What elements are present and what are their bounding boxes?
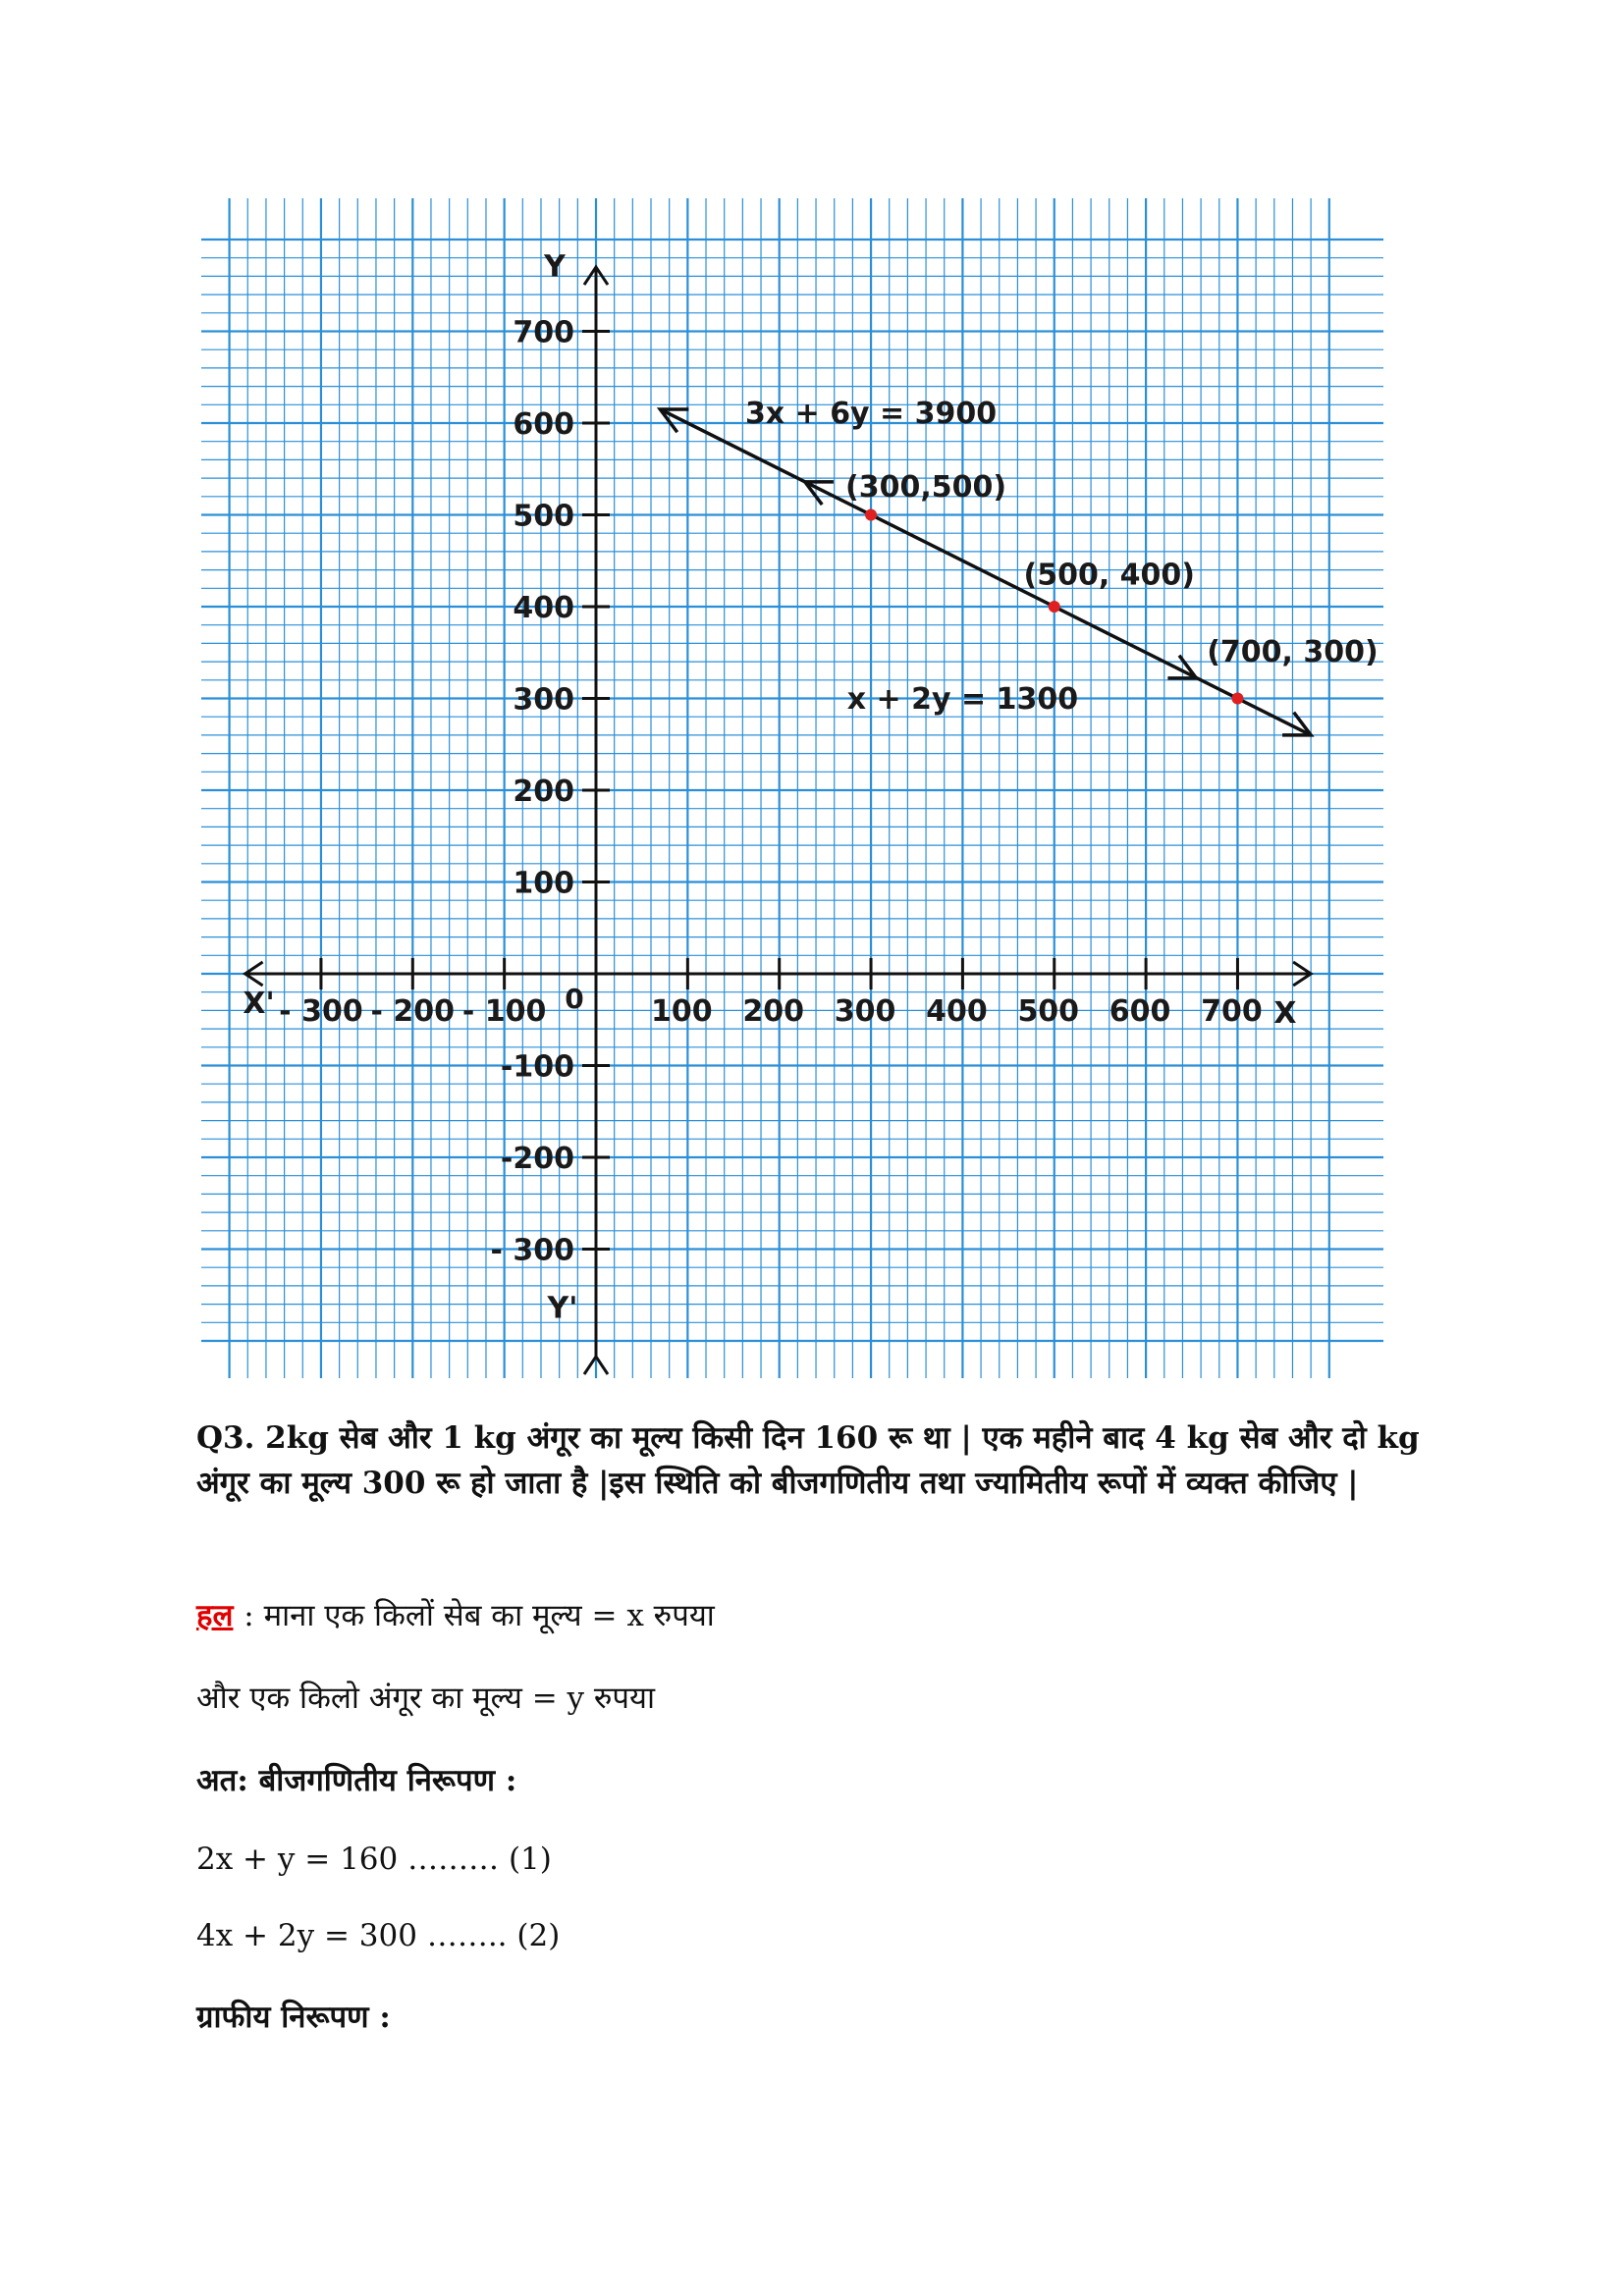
graph-svg xyxy=(201,198,1383,1378)
x-tick-label: - 200 xyxy=(370,994,456,1029)
x-neg-axis-label: X' xyxy=(243,987,275,1021)
graph xyxy=(201,198,1383,1378)
x-axis-label: X xyxy=(1273,996,1297,1031)
x-tick-label: - 100 xyxy=(461,994,547,1029)
y-axis-label: Y xyxy=(544,249,566,285)
y-tick-label: - 300 xyxy=(490,1233,574,1268)
point-marker xyxy=(1231,693,1243,705)
hal-label: हल xyxy=(196,1598,234,1633)
x-tick-label: 600 xyxy=(1109,994,1171,1029)
graphical-heading: ग्राफीय निरूपण : xyxy=(196,2000,391,2035)
point-label-500-400: (500, 400) xyxy=(1023,558,1196,593)
y-tick-label: 300 xyxy=(513,682,574,718)
equation-1: 2x + y = 160 ……… (1) xyxy=(196,1842,552,1877)
y-tick-label: -200 xyxy=(500,1142,574,1176)
point-marker xyxy=(865,509,877,521)
y-neg-axis-label: Y' xyxy=(547,1291,578,1326)
x-tick-label: 200 xyxy=(742,994,805,1029)
point-label-700-300: (700, 300) xyxy=(1207,635,1379,670)
equation-label-2: x + 2y = 1300 xyxy=(846,681,1079,717)
x-tick-label: 500 xyxy=(1017,994,1080,1029)
graph-background xyxy=(201,198,1383,1378)
y-tick-label: -100 xyxy=(500,1049,574,1085)
origin-label: 0 xyxy=(565,983,584,1015)
solution-line-2: और एक किलो अंगूर का मूल्य = y रुपया xyxy=(196,1681,656,1716)
algebraic-heading: अत: बीजगणितीय निरूपण : xyxy=(196,1763,517,1798)
equation-label-1: 3x + 6y = 3900 xyxy=(744,397,998,431)
point-marker xyxy=(1049,601,1060,613)
solution-line-1 xyxy=(196,1596,1443,1635)
y-tick-label: 700 xyxy=(513,315,574,350)
x-tick-label: 400 xyxy=(926,994,988,1029)
x-tick-label: 300 xyxy=(834,994,896,1029)
x-tick-label: 700 xyxy=(1201,994,1263,1029)
y-tick-label: 200 xyxy=(513,774,574,809)
y-tick-label: 400 xyxy=(513,591,574,625)
question-text: Q3. 2kg सेब और 1 kg अंगूर का मूल्य किसी दिन 160 रू था | एक महीने बाद 4 kg सेब और दो kg अंगूर का मूल्य 300 रू हो जाता है |इस स्थिति को बीजगणितीय तथा ज्यामितीय रूपों में व्यक्त कीजिए | xyxy=(196,1420,1420,1501)
y-tick-label: 600 xyxy=(513,407,574,442)
point-label-300-500: (300,500) xyxy=(845,469,1007,505)
solution-line-1-text: : माना एक किलों सेब का मूल्य = x रुपया xyxy=(243,1598,715,1633)
x-tick-label: - 300 xyxy=(279,994,363,1029)
equation-2: 4x + 2y = 300 …….. (2) xyxy=(196,1918,561,1953)
x-tick-label: 100 xyxy=(651,994,713,1029)
y-tick-label: 500 xyxy=(513,499,574,534)
y-tick-label: 100 xyxy=(513,866,574,901)
